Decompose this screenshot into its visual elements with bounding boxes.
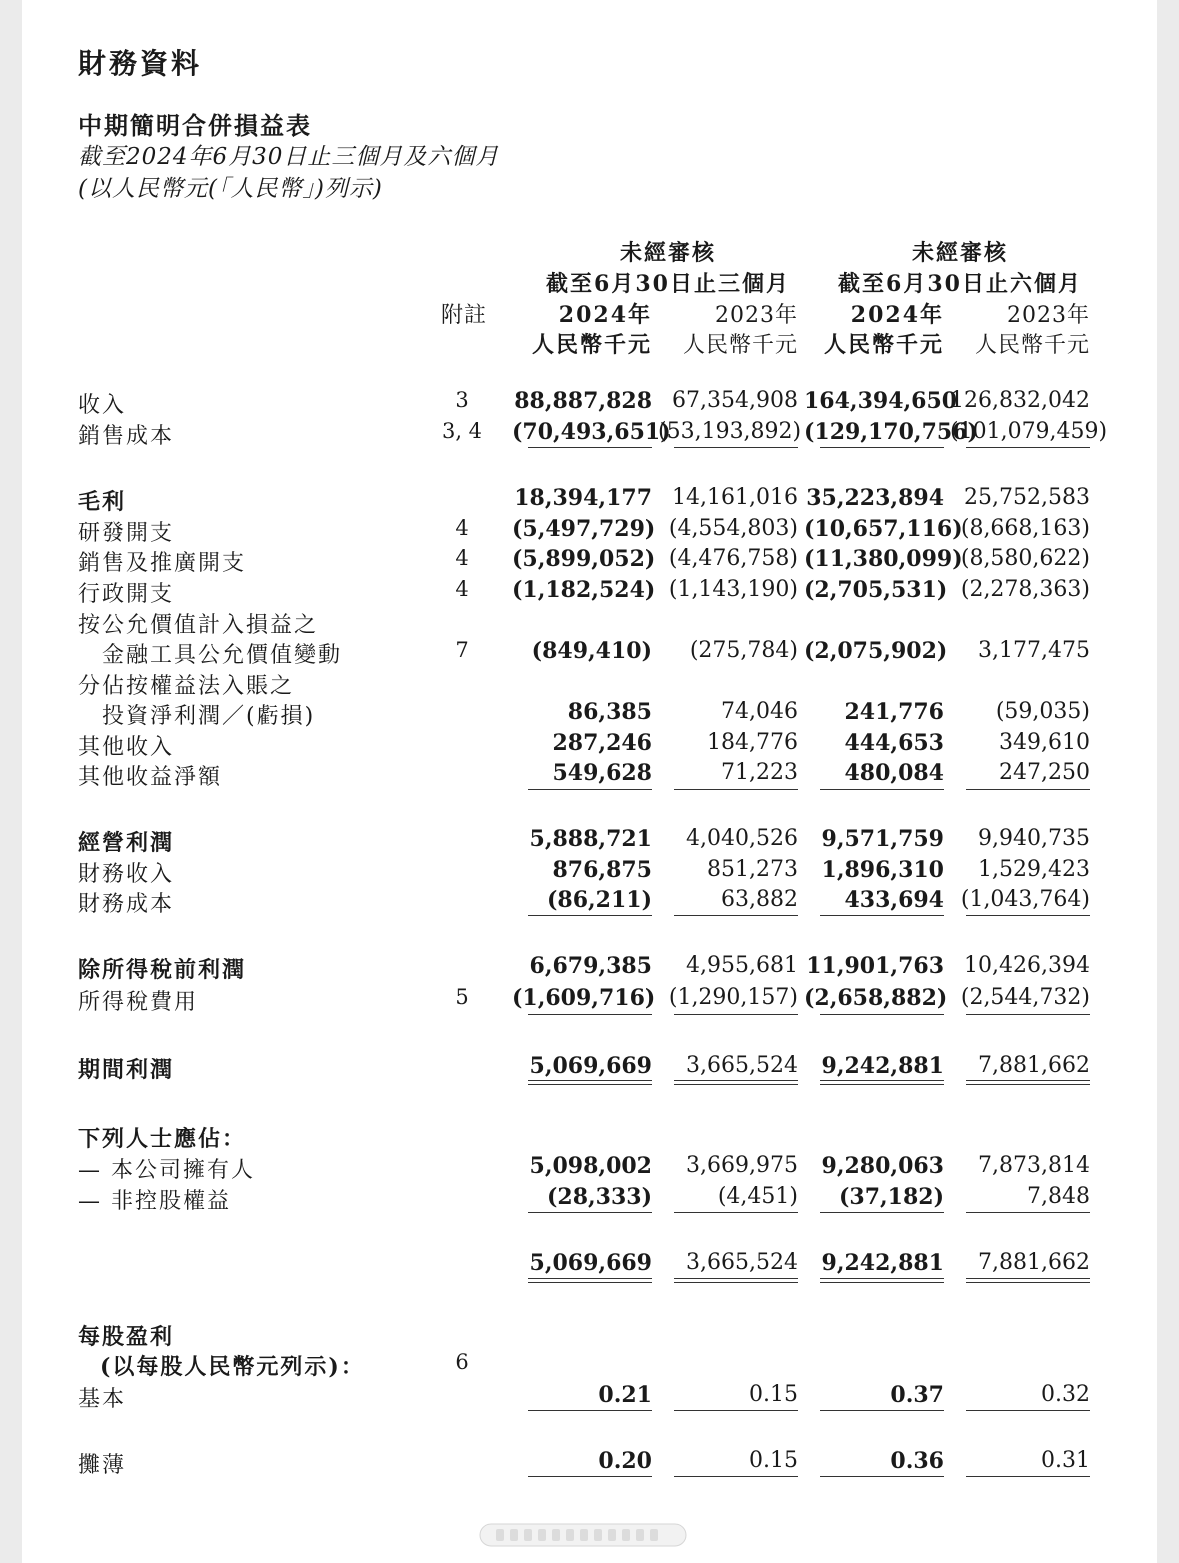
- row-value-col4: 7,881,662: [978, 1250, 1090, 1275]
- double-rule: [820, 1080, 944, 1085]
- row-value-col1: 86,385: [567, 699, 652, 725]
- row-value-col2: 4,955,681: [686, 953, 798, 978]
- row-value-col2: 71,223: [721, 760, 798, 785]
- statement-period: 截至2024年6月30日止三個月及六個月: [78, 144, 500, 170]
- note-column-header: 附註: [440, 303, 487, 328]
- single-rule: [528, 1410, 652, 1411]
- row-value-col4: (101,079,459): [950, 419, 1108, 444]
- row-value-col4: (59,035): [995, 699, 1090, 724]
- row-value-col4: 7,873,814: [978, 1153, 1090, 1178]
- row-value-col4: 126,832,042: [950, 388, 1090, 413]
- row-value-col3: 11,901,763: [806, 953, 944, 979]
- row-value-col3: 9,242,881: [821, 1250, 944, 1276]
- row-value-col3: 164,394,650: [804, 388, 958, 414]
- row-value-col4: 0.31: [1041, 1448, 1090, 1473]
- row-value-col3: (2,658,882): [804, 985, 948, 1011]
- col1-unit: 人民幣千元: [531, 332, 652, 358]
- row-value-col3: 0.36: [890, 1448, 944, 1474]
- row-value-col1: (1,182,524): [512, 577, 656, 603]
- single-rule: [528, 1014, 652, 1015]
- row-value-col4: 0.32: [1041, 1382, 1090, 1407]
- single-rule: [966, 915, 1090, 916]
- row-label: 除所得稅前利潤: [78, 957, 247, 983]
- row-value-col3: (10,657,116): [804, 516, 963, 542]
- single-rule: [528, 1212, 652, 1213]
- double-rule: [820, 1278, 944, 1283]
- double-rule: [966, 1278, 1090, 1283]
- col3-unit: 人民幣千元: [823, 332, 944, 358]
- row-label: 收入: [78, 393, 127, 418]
- row-value-col3: 241,776: [844, 699, 944, 725]
- row-value-col4: 3,177,475: [978, 638, 1090, 663]
- row-note: 3, 4: [441, 419, 483, 443]
- row-value-col1: 287,246: [552, 730, 652, 756]
- row-value-col2: 4,040,526: [686, 826, 798, 851]
- row-label-continued: 金融工具公允價值變動: [102, 643, 343, 668]
- row-value-col3: (129,170,756): [804, 419, 978, 445]
- row-label: 所得稅費用: [78, 990, 199, 1015]
- double-rule: [528, 1080, 652, 1085]
- row-label: 下列人士應佔：: [78, 1126, 247, 1152]
- row-label: 銷售成本: [78, 424, 175, 449]
- row-value-col4: 7,881,662: [978, 1053, 1090, 1078]
- row-label: 毛利: [78, 489, 127, 515]
- row-note: 7: [455, 638, 469, 662]
- row-value-col3: 9,280,063: [821, 1153, 944, 1179]
- double-rule: [674, 1080, 798, 1085]
- row-value-col3: 0.37: [890, 1382, 944, 1408]
- single-rule: [966, 1476, 1090, 1477]
- row-value-col2: 3,665,524: [686, 1053, 798, 1078]
- row-value-col4: (2,278,363): [960, 577, 1090, 602]
- row-value-col4: 25,752,583: [964, 485, 1090, 510]
- row-label: 研發開支: [78, 521, 175, 546]
- row-value-col1: (28,333): [546, 1184, 652, 1210]
- single-rule: [820, 1476, 944, 1477]
- row-value-col3: 35,223,894: [806, 485, 944, 511]
- row-value-col2: 184,776: [707, 730, 798, 755]
- row-note: 4: [455, 546, 469, 570]
- single-rule: [674, 1476, 798, 1477]
- row-value-col2: (4,554,803): [668, 516, 798, 541]
- row-value-col4: 349,610: [999, 730, 1090, 755]
- row-note: 5: [455, 985, 469, 1009]
- row-value-col3: (2,705,531): [804, 577, 948, 603]
- group2-audit-label: 未經審核: [911, 240, 1008, 266]
- row-value-col1: 6,679,385: [529, 953, 652, 979]
- row-label: 經營利潤: [78, 830, 175, 856]
- row-value-col1: (849,410): [531, 638, 652, 664]
- group1-audit-label: 未經審核: [619, 240, 716, 266]
- single-rule: [674, 1212, 798, 1213]
- row-value-col2: 0.15: [749, 1382, 798, 1407]
- row-label-continued: (以每股人民幣元列示)：: [100, 1354, 365, 1380]
- row-label: 其他收益淨額: [78, 765, 223, 790]
- row-note: 4: [455, 516, 469, 540]
- row-note: 6: [455, 1350, 469, 1374]
- row-value-col3: 480,084: [844, 760, 944, 786]
- single-rule: [966, 789, 1090, 790]
- row-value-col2: 851,273: [707, 857, 798, 882]
- double-rule: [674, 1278, 798, 1283]
- row-label: 財務成本: [78, 892, 175, 917]
- row-value-col1: 0.20: [598, 1448, 652, 1474]
- single-rule: [966, 1014, 1090, 1015]
- single-rule: [820, 1410, 944, 1411]
- row-value-col4: 1,529,423: [978, 857, 1090, 882]
- row-value-col1: 5,098,002: [529, 1153, 652, 1179]
- row-value-col2: 3,669,975: [686, 1153, 798, 1178]
- row-value-col1: 5,888,721: [529, 826, 652, 852]
- row-value-col1: 88,887,828: [514, 388, 652, 414]
- single-rule: [820, 1212, 944, 1213]
- row-value-col3: 433,694: [844, 887, 944, 913]
- single-rule: [966, 447, 1090, 448]
- row-value-col1: (5,497,729): [512, 516, 656, 542]
- financial-statement-page: [22, 0, 1157, 1563]
- row-value-col2: (53,193,892): [658, 419, 802, 444]
- row-label: 財務收入: [78, 862, 175, 887]
- row-label: — 非控股權益: [78, 1189, 231, 1214]
- row-value-col1: 549,628: [552, 760, 652, 786]
- row-value-col4: 10,426,394: [964, 953, 1090, 978]
- row-value-col2: 74,046: [721, 699, 798, 724]
- single-rule: [820, 447, 944, 448]
- row-label: 期間利潤: [78, 1057, 175, 1083]
- row-value-col4: 247,250: [999, 760, 1090, 785]
- group2-period-label: 截至6月30日止六個月: [838, 271, 1082, 297]
- row-value-col2: 63,882: [721, 887, 798, 912]
- row-value-col1: 5,069,669: [529, 1250, 652, 1276]
- row-label: 按公允價值計入損益之: [78, 613, 319, 638]
- row-value-col1: 876,875: [552, 857, 652, 883]
- col1-year: 2024年: [558, 302, 652, 328]
- single-rule: [528, 915, 652, 916]
- row-value-col1: (5,899,052): [512, 546, 656, 572]
- single-rule: [674, 447, 798, 448]
- row-value-col3: 9,242,881: [821, 1053, 944, 1079]
- row-value-col4: (1,043,764): [960, 887, 1090, 912]
- row-value-col3: 444,653: [844, 730, 944, 756]
- single-rule: [674, 1014, 798, 1015]
- row-label: — 本公司擁有人: [78, 1158, 255, 1183]
- row-value-col2: 14,161,016: [672, 485, 798, 510]
- row-label-continued: 投資淨利潤／(虧損): [102, 704, 316, 729]
- scroll-indicator[interactable]: [478, 1518, 688, 1552]
- row-value-col2: 67,354,908: [672, 388, 798, 413]
- row-value-col4: (2,544,732): [960, 985, 1090, 1010]
- single-rule: [674, 1410, 798, 1411]
- row-value-col2: (4,476,758): [668, 546, 798, 571]
- double-rule: [966, 1080, 1090, 1085]
- row-label: 攤薄: [78, 1453, 127, 1478]
- col2-unit: 人民幣千元: [682, 333, 798, 358]
- row-label: 銷售及推廣開支: [78, 551, 247, 576]
- single-rule: [674, 789, 798, 790]
- col4-unit: 人民幣千元: [974, 333, 1090, 358]
- row-value-col2: (1,143,190): [668, 577, 798, 602]
- row-value-col2: (4,451): [717, 1184, 798, 1209]
- section-title: 財務資料: [78, 47, 203, 80]
- row-value-col1: 0.21: [598, 1382, 652, 1408]
- statement-currency: (以人民幣元(「人民幣」)列示): [78, 176, 383, 202]
- single-rule: [966, 1410, 1090, 1411]
- row-label: 行政開支: [78, 582, 175, 607]
- single-rule: [528, 1476, 652, 1477]
- row-value-col1: 18,394,177: [514, 485, 652, 511]
- row-value-col3: (11,380,099): [804, 546, 963, 572]
- single-rule: [674, 915, 798, 916]
- row-value-col4: 9,940,735: [978, 826, 1090, 851]
- col3-year: 2024年: [850, 302, 944, 328]
- row-value-col4: 7,848: [1027, 1184, 1090, 1209]
- single-rule: [528, 789, 652, 790]
- row-value-col4: (8,580,622): [960, 546, 1090, 571]
- row-value-col1: (1,609,716): [512, 985, 656, 1011]
- row-value-col1: 5,069,669: [529, 1053, 652, 1079]
- row-value-col2: 0.15: [749, 1448, 798, 1473]
- single-rule: [820, 789, 944, 790]
- row-value-col2: (275,784): [689, 638, 798, 663]
- row-label: 每股盈利: [78, 1324, 175, 1350]
- row-note: 3: [455, 388, 469, 412]
- single-rule: [820, 915, 944, 916]
- statement-title: 中期簡明合併損益表: [78, 111, 312, 140]
- single-rule: [966, 1212, 1090, 1213]
- row-value-col2: (1,290,157): [668, 985, 798, 1010]
- row-value-col3: 9,571,759: [821, 826, 944, 852]
- col2-year: 2023年: [715, 303, 798, 328]
- row-value-col3: 1,896,310: [821, 857, 944, 883]
- row-value-col4: (8,668,163): [960, 516, 1090, 541]
- row-value-col1: (70,493,651): [512, 419, 671, 445]
- single-rule: [820, 1014, 944, 1015]
- row-value-col3: (37,182): [838, 1184, 944, 1210]
- row-value-col3: (2,075,902): [804, 638, 948, 664]
- group1-period-label: 截至6月30日止三個月: [546, 271, 790, 297]
- row-label: 基本: [78, 1387, 127, 1412]
- double-rule: [528, 1278, 652, 1283]
- row-note: 4: [455, 577, 469, 601]
- row-label: 分佔按權益法入賬之: [78, 674, 295, 699]
- row-value-col2: 3,665,524: [686, 1250, 798, 1275]
- row-label: 其他收入: [78, 735, 175, 760]
- single-rule: [528, 447, 652, 448]
- col4-year: 2023年: [1007, 303, 1090, 328]
- row-value-col1: (86,211): [546, 887, 652, 913]
